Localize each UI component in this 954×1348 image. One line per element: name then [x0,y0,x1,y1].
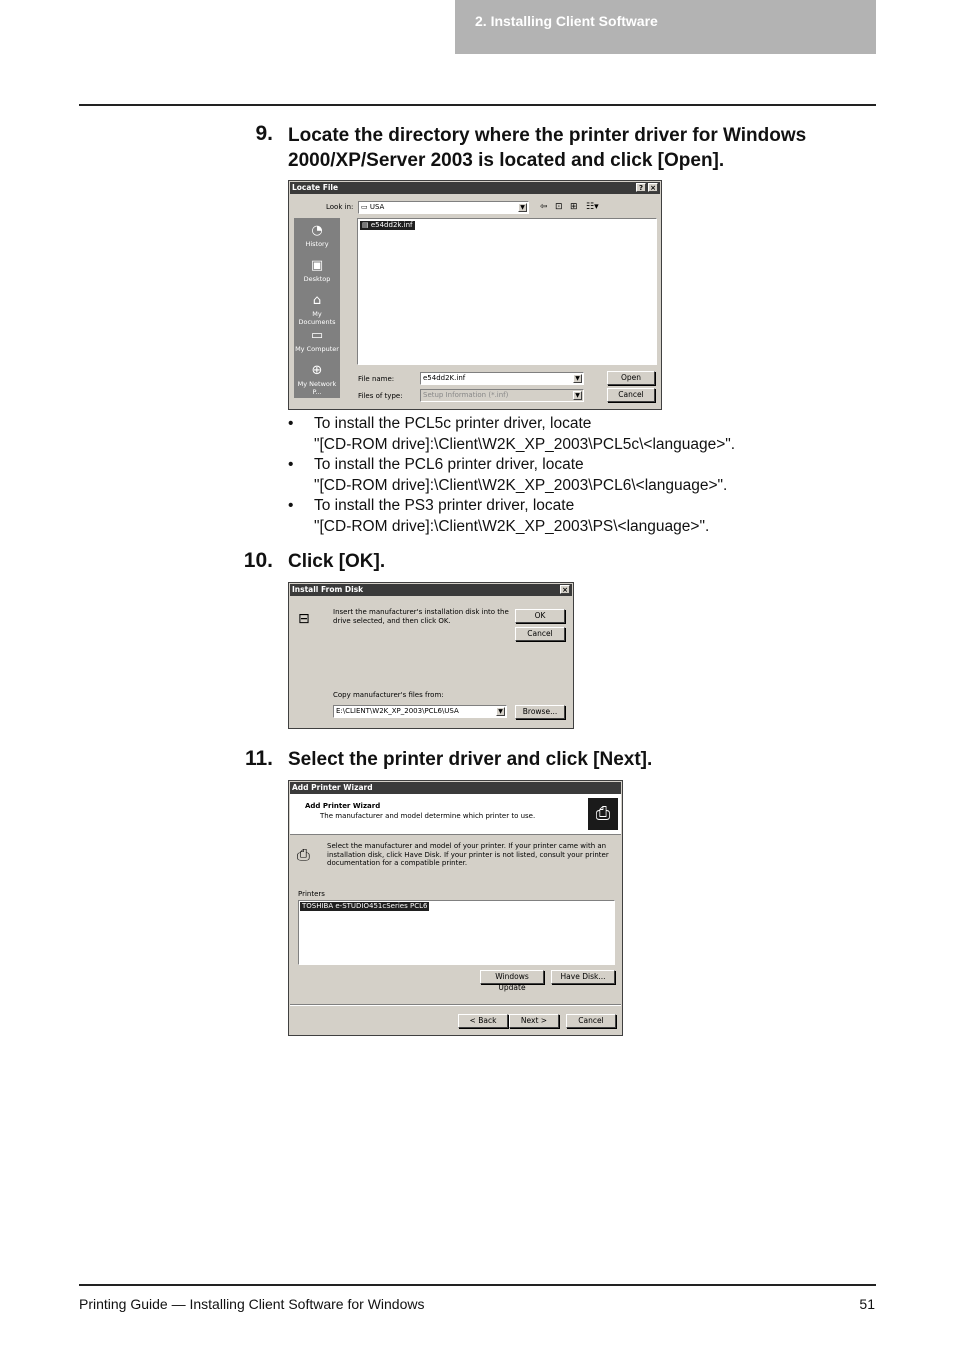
dialog-titlebar [290,584,572,596]
printer-icon: ⎙ [297,845,310,864]
help-button[interactable]: ? [636,183,646,192]
copy-files-label: Copy manufacturer's files from: [333,691,444,699]
file-item-label: e54dd2k.inf [370,221,413,229]
files-of-type-select[interactable] [420,389,584,402]
wizard-heading: Add Printer Wizard [305,802,381,810]
step-instruction: Locate the directory where the printer driver for Windows 2000/XP/Server 2003 is located and click [Open]. [288,125,807,171]
wizard-subheading: The manufacturer and model determine which printer to use. [320,812,536,820]
divider [290,1004,621,1006]
files-of-type-value: Setup Information (*.inf) [423,391,509,399]
place-label: My Network P... [297,380,337,396]
close-button[interactable]: × [560,585,570,594]
wizard-header-panel [290,794,621,835]
cancel-button[interactable]: Cancel [607,388,655,402]
step-number: 9. [255,122,273,145]
step-number: 10. [243,549,273,572]
bullet-line: "[CD-ROM drive]:\Client\W2K_XP_2003\PS\<language>". [314,517,710,535]
place-my-network[interactable] [294,363,340,396]
documents-icon: ⌂ [312,293,322,308]
list-item [288,455,848,496]
view-menu-icon[interactable]: ☷▾ [586,202,599,212]
list-item [288,414,848,455]
dialog-titlebar [290,182,660,194]
bullet-list [288,414,848,537]
ok-button[interactable]: OK [515,609,565,623]
dialog-title: Add Printer Wizard [292,783,373,792]
locate-file-dialog [288,180,662,410]
files-of-type-label: Files of type: [358,392,403,400]
source-path-input[interactable] [333,705,507,718]
desktop-icon: ▣ [310,258,324,273]
bullet-dot: • [288,415,294,432]
chevron-down-icon[interactable]: ▼ [518,203,527,212]
footer-title: Printing Guide — Installing Client Software for Windows [79,1296,425,1312]
look-in-value: USA [369,203,385,211]
look-in-select[interactable] [358,201,529,214]
step-instruction: Click [OK]. [288,551,386,572]
printer-list-item[interactable]: TOSHIBA e-STUDIO451cSeries PCL6 [302,902,428,910]
back-arrow-icon[interactable]: ⇦ [540,202,548,212]
top-rule [79,104,876,106]
dialog-title: Locate File [292,183,339,192]
printer-wizard-icon: ⎙ [588,798,618,830]
printers-label: Printers [298,890,325,898]
dialog-titlebar [290,782,621,794]
place-label: My Computer [295,345,339,353]
folder-icon: ▭ [361,203,368,211]
bullet-line: "[CD-ROM drive]:\Client\W2K_XP_2003\PCL5c\<language>". [314,435,736,453]
bullet-line: "[CD-ROM drive]:\Client\W2K_XP_2003\PCL6\<language>". [314,476,728,494]
chevron-down-icon[interactable]: ▼ [573,391,582,400]
cancel-button[interactable]: Cancel [515,627,565,641]
file-name-value: e54dd2K.inf [423,374,466,382]
add-printer-wizard-dialog [288,780,623,1036]
back-button[interactable]: < Back [458,1014,508,1028]
file-item[interactable]: ▤ e54dd2k.inf [362,221,413,229]
look-in-label: Look in: [326,203,354,211]
wizard-instructions: Select the manufacturer and model of your printer. If your printer came with an installation disk, click Have Disk. If your printer is not listed, consult your printer documentation for a compatible printer. [327,842,609,867]
place-desktop[interactable] [294,258,340,283]
have-disk-button[interactable]: Have Disk... [551,970,615,984]
bottom-rule [79,1284,876,1286]
place-my-documents[interactable] [294,293,340,326]
page-number: 51 [859,1296,875,1312]
place-history[interactable] [294,223,340,248]
list-item [288,496,848,537]
file-list[interactable] [357,218,657,365]
network-icon: ⊕ [311,363,323,378]
computer-icon: ▭ [310,328,324,343]
place-label: Desktop [303,275,331,283]
install-message: Insert the manufacturer's installation disk into the drive selected, and then click OK. [333,608,509,625]
up-folder-icon[interactable]: ⊡ [555,202,563,212]
section-title: 2. Installing Client Software [475,13,658,29]
bullet-dot: • [288,497,294,514]
printers-list[interactable] [298,900,615,965]
place-label: History [305,240,329,248]
chevron-down-icon[interactable]: ▼ [496,707,505,716]
dialog-title: Install From Disk [292,585,364,594]
new-folder-icon[interactable]: ⊞ [570,202,578,212]
install-from-disk-dialog [288,582,574,729]
file-name-input[interactable] [420,372,584,385]
open-button[interactable]: Open [607,371,655,385]
bullet-line: To install the PCL5c printer driver, locate [314,415,592,432]
bullet-line: To install the PCL6 printer driver, locate [314,456,584,473]
source-path-value: E:\CLIENT\W2K_XP_2003\PCL6\USA [336,707,459,715]
step-number: 11. [244,747,273,770]
file-name-label: File name: [358,375,395,383]
disk-drive-icon: ⊟ [298,611,310,627]
browse-button[interactable]: Browse... [515,705,565,719]
cancel-button[interactable]: Cancel [566,1014,616,1028]
close-button[interactable]: × [648,183,658,192]
bullet-line: To install the PS3 printer driver, locate [314,497,575,514]
step-instruction: Select the printer driver and click [Next]. [288,749,653,770]
section-header-tab [455,0,876,54]
place-my-computer[interactable] [294,328,340,353]
chevron-down-icon[interactable]: ▼ [573,374,582,383]
windows-update-button[interactable]: Windows Update [480,970,544,984]
history-icon: ◔ [311,223,323,238]
next-button[interactable]: Next > [509,1014,559,1028]
places-bar [294,218,340,398]
place-label: My Documents [298,310,336,326]
bullet-dot: • [288,456,294,473]
